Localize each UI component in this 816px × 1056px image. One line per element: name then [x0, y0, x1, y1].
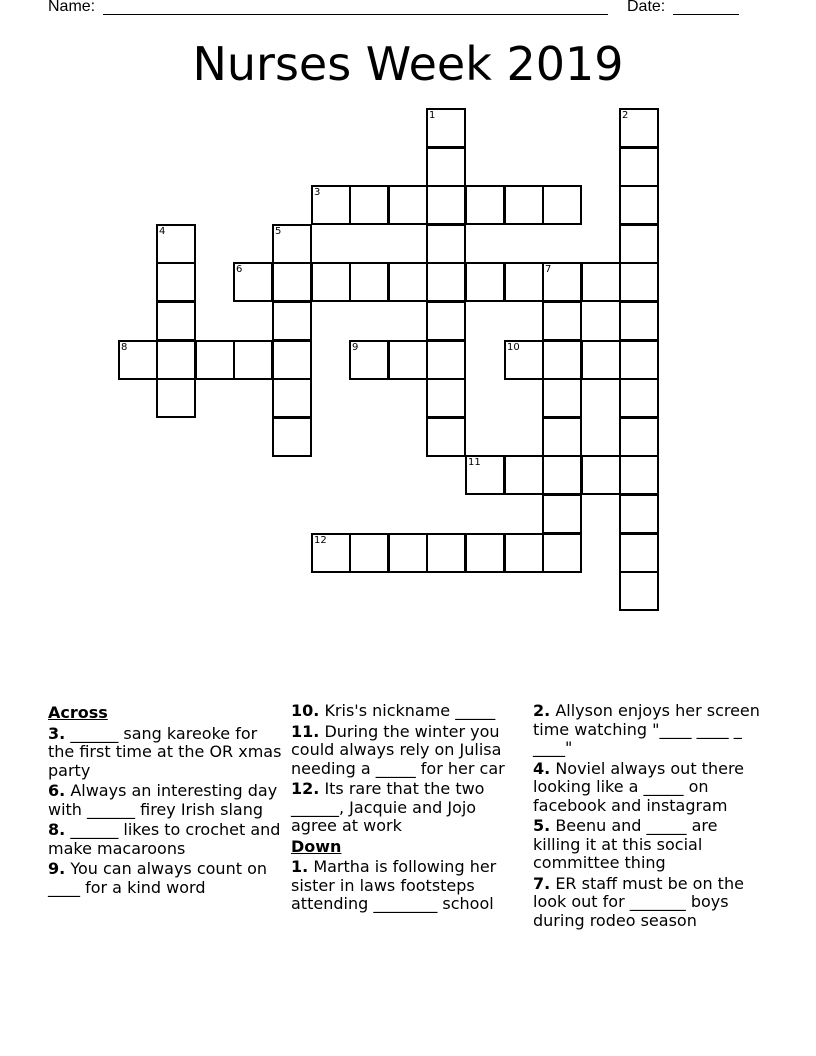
clue-number: 9. [48, 859, 66, 878]
grid-cell[interactable] [542, 340, 582, 380]
clues-column-1 [48, 702, 284, 899]
clue-number: 5. [533, 816, 551, 835]
clue-number: 1. [291, 857, 309, 876]
grid-cell[interactable] [504, 455, 544, 495]
clue-number: 11. [291, 721, 320, 741]
cell-number: 12 [314, 535, 327, 546]
grid-cell[interactable] [465, 533, 505, 573]
grid-cell[interactable] [156, 378, 196, 418]
grid-cell[interactable] [465, 185, 505, 225]
clue-number: 4. [533, 758, 551, 778]
grid-cell[interactable] [542, 494, 582, 534]
clue-down-5 [533, 817, 769, 873]
cell-number: 8 [121, 342, 128, 353]
clue-across-6 [48, 782, 284, 819]
clue-text: ______ likes to crochet and make macaroons [48, 820, 281, 858]
grid-cell[interactable] [156, 262, 196, 302]
clue-down-2 [533, 702, 769, 758]
clue-down-1 [291, 858, 527, 914]
grid-cell[interactable] [619, 417, 659, 457]
grid-cell[interactable] [542, 185, 582, 225]
clue-across-8 [48, 821, 284, 858]
clue-across-9 [48, 860, 284, 897]
grid-cell[interactable] [619, 340, 659, 380]
clue-text: Its rare that the two ______, Jacquie and Jojo agree at work [291, 779, 485, 835]
grid-cell[interactable] [388, 340, 428, 380]
grid-cell[interactable] [272, 378, 312, 418]
clue-across-11 [291, 723, 527, 779]
cell-number: 5 [275, 226, 282, 237]
name-date-line [48, 0, 748, 18]
clue-text: Always an interesting day with ______ firey Irish slang [48, 781, 278, 819]
clue-text: Noviel always out there looking like a _____ on facebook and instagram [533, 758, 745, 815]
grid-cell[interactable] [504, 262, 544, 302]
cell-number: 1 [429, 110, 436, 121]
clue-number: 2. [533, 701, 551, 720]
grid-cell[interactable] [465, 262, 505, 302]
grid-cell[interactable] [581, 340, 621, 380]
grid-cell[interactable] [272, 417, 312, 457]
cell-number: 2 [622, 110, 629, 121]
cell-number: 10 [507, 342, 520, 353]
clues-column-2 [291, 702, 527, 916]
grid-cell[interactable] [272, 340, 312, 380]
grid-cell[interactable] [542, 378, 582, 418]
grid-cell[interactable] [388, 262, 428, 302]
clue-number: 8. [48, 820, 66, 839]
grid-cell[interactable] [426, 340, 466, 380]
grid-cell[interactable] [542, 533, 582, 573]
grid-cell[interactable] [619, 301, 659, 341]
grid-cell[interactable] [426, 301, 466, 341]
grid-cell[interactable] [388, 533, 428, 573]
grid-cell[interactable] [619, 571, 659, 611]
clue-text: ER staff must be on the look out for _______ boys during rodeo season [533, 873, 744, 930]
grid-cell[interactable] [581, 262, 621, 302]
cell-number: 4 [159, 226, 166, 237]
grid-cell[interactable] [426, 417, 466, 457]
grid-cell[interactable] [542, 417, 582, 457]
grid-cell[interactable] [619, 262, 659, 302]
grid-cell[interactable] [581, 455, 621, 495]
across-heading: Across [48, 703, 108, 722]
grid-cell[interactable] [426, 185, 466, 225]
grid-cell[interactable] [426, 224, 466, 264]
clue-number: 7. [533, 873, 551, 893]
date-field[interactable] [673, 14, 739, 15]
clue-text: Martha is following her sister in laws footsteps attending ________ school [291, 857, 497, 913]
grid-cell[interactable] [195, 340, 235, 380]
clue-text: Allyson enjoys her screen time watching "____ ____ _ ____" [533, 701, 760, 757]
clue-number: 3. [48, 723, 66, 743]
grid-cell[interactable] [426, 533, 466, 573]
grid-cell[interactable] [388, 185, 428, 225]
grid-cell[interactable] [619, 533, 659, 573]
clue-text: Kris's nickname _____ [324, 701, 496, 720]
clue-across-10 [291, 702, 527, 721]
grid-cell[interactable] [156, 301, 196, 341]
grid-cell[interactable] [504, 533, 544, 573]
grid-cell[interactable] [619, 185, 659, 225]
grid-cell[interactable] [619, 147, 659, 187]
date-label: Date: [627, 0, 666, 15]
cell-number: 11 [468, 457, 481, 468]
grid-cell[interactable] [542, 301, 582, 341]
clue-text: Beenu and _____ are killing it at this social committee thing [533, 816, 718, 872]
clue-text: During the winter you could always rely on Julisa needing a _____ for her car [291, 721, 505, 778]
grid-cell[interactable] [542, 455, 582, 495]
clue-number: 12. [291, 779, 320, 798]
grid-cell[interactable] [272, 262, 312, 302]
grid-cell[interactable] [426, 378, 466, 418]
grid-cell[interactable] [619, 494, 659, 534]
cell-number: 6 [236, 264, 243, 275]
name-field[interactable] [103, 14, 608, 15]
clue-text: ______ sang kareoke for the first time at the OR xmas party [48, 723, 282, 780]
clue-number: 10. [291, 701, 320, 720]
clue-text: You can always count on ____ for a kind word [48, 859, 267, 897]
grid-cell[interactable] [426, 147, 466, 187]
name-label: Name: [48, 0, 96, 15]
grid-cell[interactable] [504, 185, 544, 225]
clue-across-12 [291, 780, 527, 836]
down-heading: Down [291, 836, 342, 856]
grid-cell[interactable] [619, 455, 659, 495]
clues-column-3 [533, 702, 769, 932]
grid-cell[interactable] [426, 262, 466, 302]
grid-cell[interactable] [233, 340, 273, 380]
cell-number: 7 [545, 264, 552, 275]
grid-cell[interactable] [619, 224, 659, 264]
grid-cell[interactable] [156, 340, 196, 380]
grid-cell[interactable] [349, 533, 389, 573]
grid-cell[interactable] [349, 185, 389, 225]
cell-number: 3 [314, 187, 321, 198]
cell-number: 9 [352, 342, 359, 353]
grid-cell[interactable] [272, 301, 312, 341]
grid-cell[interactable] [349, 262, 389, 302]
clue-across-3 [48, 725, 284, 781]
clue-number: 6. [48, 781, 66, 800]
clue-down-7 [533, 875, 769, 931]
page-title: Nurses Week 2019 [192, 37, 624, 91]
grid-cell[interactable] [311, 262, 351, 302]
clue-down-4 [533, 760, 769, 816]
grid-cell[interactable] [619, 378, 659, 418]
